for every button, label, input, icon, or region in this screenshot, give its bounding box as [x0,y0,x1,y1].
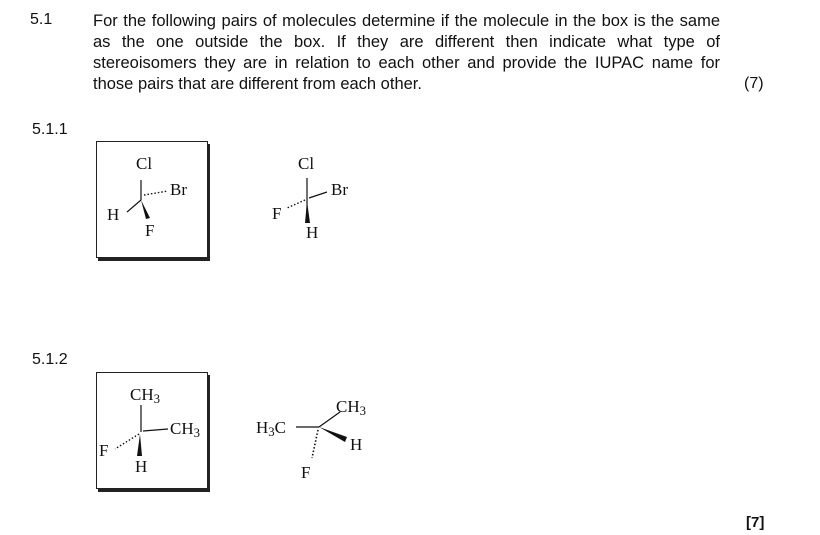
atom-label: H [107,205,120,224]
question-number: 5.1 [30,11,53,28]
atom-label: Cl [298,154,315,173]
atom-label: H [306,223,319,242]
question-marks: (7) [744,75,764,92]
atom-label: F [99,441,109,460]
atom-label: H [350,435,363,454]
atom-label: F [272,204,282,223]
total-marks: [7] [746,514,765,531]
atom-label: F [301,463,311,482]
atom-label: $CH_3$ [336,397,366,419]
atom-label: Br [331,180,348,199]
atom-label: H [135,457,148,476]
atom-label: F [145,221,155,240]
atom-label: Cl [136,154,153,173]
part-number: 5.1.1 [32,121,68,138]
atom-label: $H_3C$ [256,418,286,440]
atom-label: Br [170,180,187,199]
part-number: 5.1.2 [32,351,68,368]
question-text: For the following pairs of molecules determine if the molecule in the box is the same as the one outside the box. If they are different then indicate what type of stereoisomers they are in relation to each other and provide the IUPAC name for those pairs that are different from each other. [93,12,720,93]
atom-label: $CH_3$ [170,419,200,441]
atom-label: $CH_3$ [130,385,160,407]
